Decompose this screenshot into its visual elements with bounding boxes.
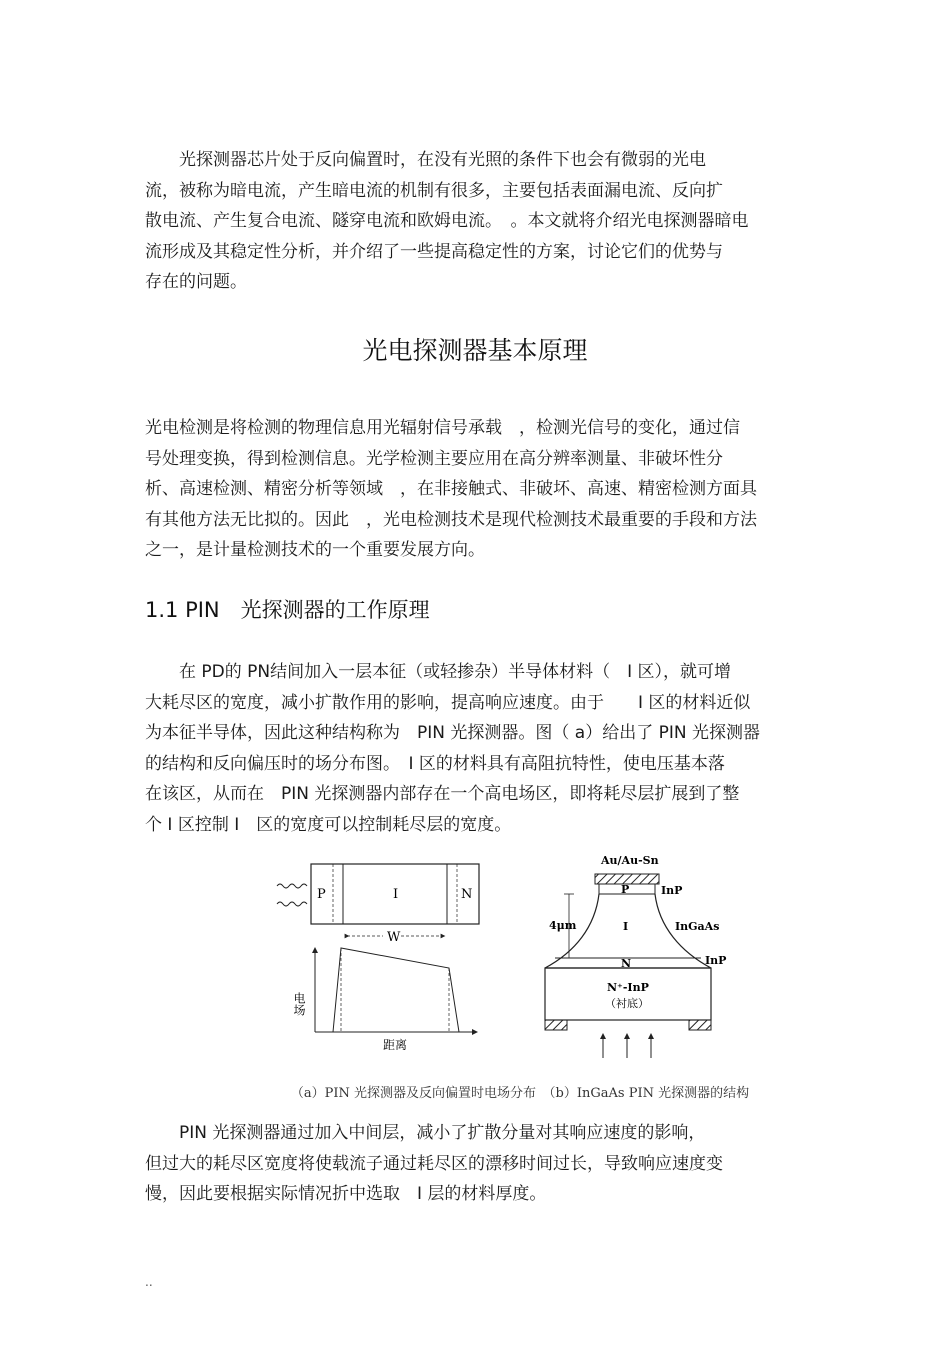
- thickness-label: 4μm: [549, 919, 577, 932]
- right-n-label: N: [621, 957, 632, 970]
- paragraph-line: 在该区，从而在 PIN 光探测器内部存在一个高电场区，即将耗尽层扩展到了整: [145, 784, 740, 804]
- pin-paragraph: [145, 657, 810, 840]
- inp-mid-label: InP: [705, 954, 727, 967]
- paragraph-line: 的结构和反向偏压时的场分布图。 I 区的材料具有高阻抗特性，使电压基本落: [145, 753, 725, 774]
- right-structure: [545, 854, 726, 1058]
- paragraph-line: 大耗尽区的宽度，减小扩散作用的影响，提高响应速度。由于 I 区的材料近似: [145, 692, 751, 713]
- subsection-title: 1.1 PIN 光探测器的工作原理: [145, 598, 430, 622]
- conclusion-paragraph: [145, 1118, 810, 1210]
- paragraph-line: 号处理变换，得到检测信息。光学检测主要应用在高分辨率测量、非破坏性分: [145, 448, 723, 469]
- paragraph-line: 为本征半导体，因此这种结构称为 PIN 光探测器。图（ a）给出了 PIN 光探测器: [145, 723, 760, 743]
- intro-line: 流形成及其稳定性分析，并介绍了一些提高稳定性的方案，讨论它们的优势与: [145, 241, 723, 262]
- intro-line: 存在的问题。: [145, 272, 247, 292]
- paragraph-line: 慢，因此要根据实际情况折中选取 I 层的材料厚度。: [145, 1184, 547, 1204]
- right-p-label: P: [621, 883, 630, 896]
- layer-p-label: P: [317, 887, 326, 902]
- light-wave-icon: [277, 902, 307, 906]
- principle-paragraph: [145, 413, 810, 566]
- paragraph-line: 光电检测是将检测的物理信息用光辐射信号承载 ，检测光信号的变化，通过信: [145, 418, 740, 438]
- pin-diagram: [255, 852, 785, 1078]
- paragraph-line: 之一，是计量检测技术的一个重要发展方向。: [145, 540, 485, 560]
- y-axis-label: 电场: [292, 992, 306, 1016]
- contact-label: Au/Au-Sn: [601, 854, 659, 867]
- paragraph-line: 在 PD的 PN结间加入一层本征（或轻掺杂）半导体材料（ I 区），就可增: [145, 662, 732, 682]
- layer-n-label: N: [461, 887, 473, 902]
- paragraph-line: 有其他方法无比拟的。因此 ，光电检测技术是现代检测技术最重要的手段和方法: [145, 509, 757, 530]
- page-footer-mark: ..: [145, 1275, 153, 1289]
- light-wave-icon: [277, 884, 307, 888]
- substrate-label: N⁺-InP: [607, 981, 649, 994]
- right-i-label: I: [623, 920, 629, 933]
- layer-i-label: I: [393, 887, 399, 902]
- inp-top-label: InP: [661, 884, 683, 897]
- paragraph-line: 但过大的耗尽区宽度将使载流子通过耗尽区的漂移时间过长，导致响应速度变: [145, 1153, 723, 1174]
- intro-line: 光探测器芯片处于反向偏置时，在没有光照的条件下也会有微弱的光电: [145, 150, 706, 170]
- figure-caption: （a）PIN 光探测器及反向偏置时电场分布 （b）InGaAs PIN 光探测器的结构: [290, 1086, 750, 1101]
- paragraph-line: PIN 光探测器通过加入中间层，减小了扩散分量对其响应速度的影响，: [145, 1123, 706, 1143]
- field-plot: [292, 948, 475, 1052]
- x-axis-label: 距离: [383, 1038, 408, 1052]
- intro-line: 流，被称为暗电流，产生暗电流的机制有很多，主要包括表面漏电流、反向扩: [145, 180, 723, 201]
- intro-paragraph: [145, 145, 810, 298]
- paragraph-line: 析、高速检测、精密分析等领域 ，在非接触式、非破坏、高速、精密检测方面具: [145, 479, 757, 499]
- substrate-note: （衬底）: [605, 997, 649, 1010]
- ingaas-label: InGaAs: [675, 920, 720, 933]
- paragraph-line: 个 I 区控制 I 区的宽度可以控制耗尽层的宽度。: [145, 814, 512, 835]
- width-label: W: [387, 930, 401, 945]
- intro-line: 散电流、产生复合电流、隧穿电流和欧姆电流。 。本文就将介绍光电探测器暗电: [145, 211, 749, 231]
- pin-figure: [255, 852, 785, 1108]
- section-title: 光电探测器基本原理: [362, 336, 588, 365]
- incident-light-icon: [603, 1036, 651, 1058]
- left-structure: [277, 864, 479, 945]
